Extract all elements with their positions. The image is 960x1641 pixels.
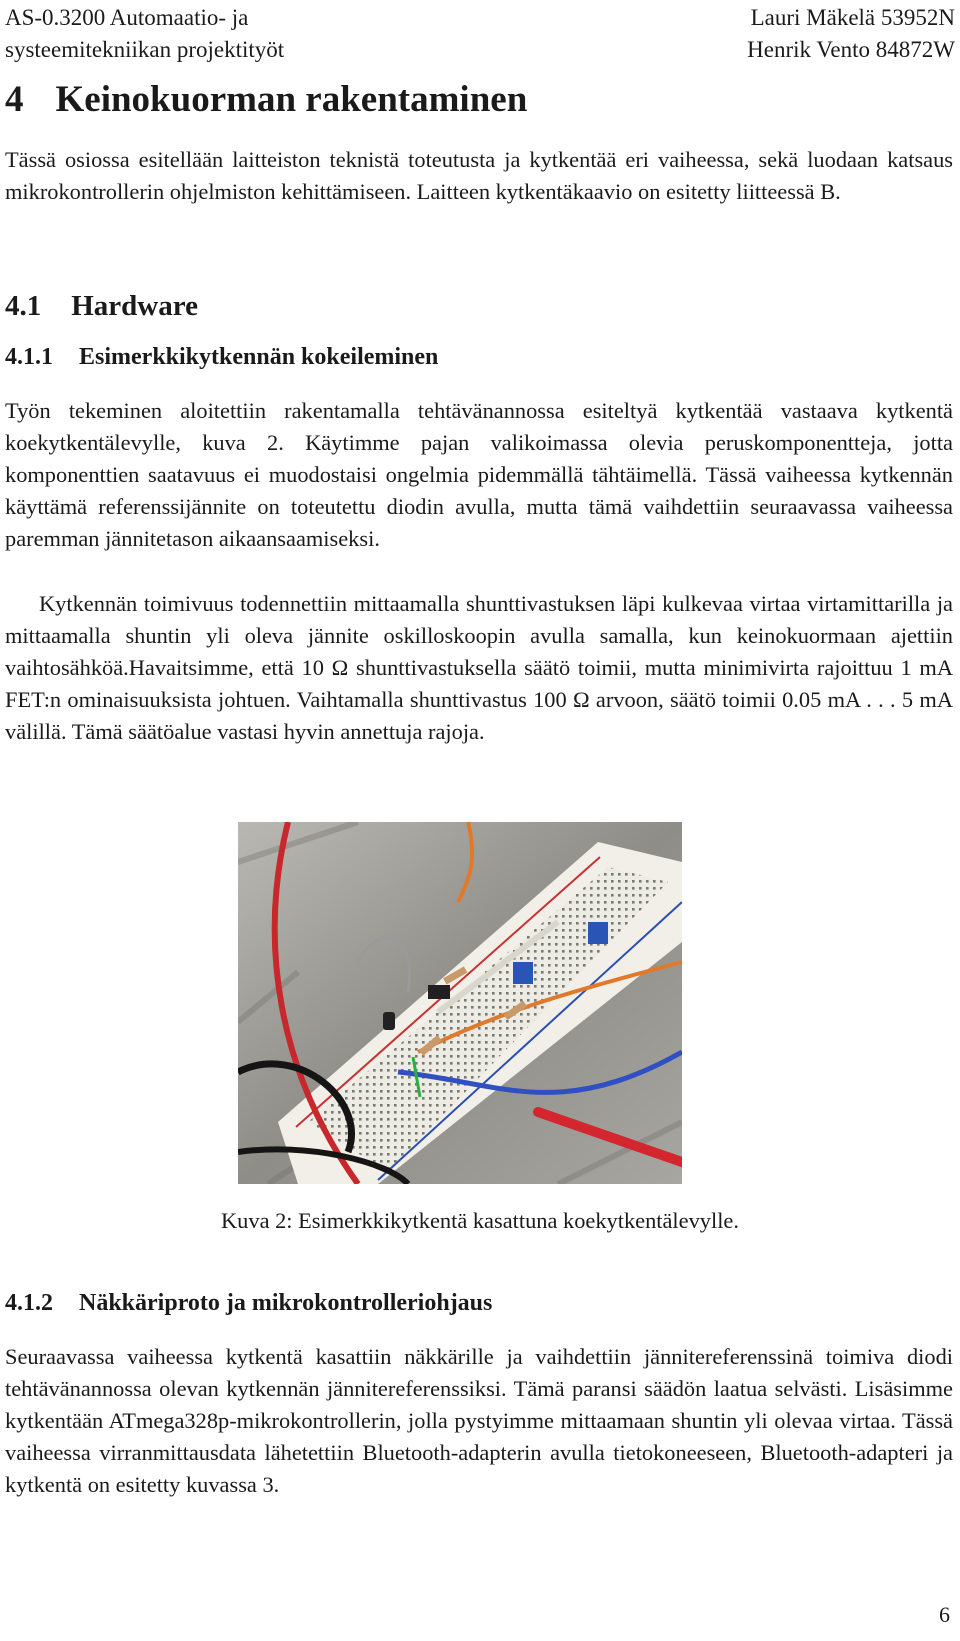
- page-number: 6: [939, 1602, 950, 1627]
- body-paragraph-1: Työn tekeminen aloitettiin rakentamalla tehtävänannossa esiteltyä kytkentää vastaava kytkentä koekytkentälevylle, kuva 2. Käytimme pajan valikoimassa olevia peruskomponentteja, jotta komponenttien saatavuus ei muodostaisi ongelmia pidemmällä tähtäimellä. Tässä vaiheessa kytkennän käyttämä referenssijännite on toteutettu diodin avulla, mutta tämä vaihdettiin seuraavassa vaiheessa paremman jännitetason aikaansaamiseksi.: [5, 398, 953, 551]
- running-header-authors: [747, 2, 955, 66]
- subsubsection-title-1: Esimerkkikytkennän kokeileminen: [79, 344, 439, 370]
- subsubsection-heading-2: [5, 1290, 492, 1317]
- subsubsection-number-1: 4.1.1: [5, 344, 53, 370]
- body-paragraph-3: Seuraavassa vaiheessa kytkentä kasattiin näkkärille ja vaihdettiin jännitereferenssinä toimiva diodi tehtävänannossa olevan kytkennän jännitereferenssiksi. Tämä paransi säädön laatua selvästi. Lisäsimme kytkentään ATmega328p-mikrokontrollerin, jolla pystyimme mittaamaan shuntin yli olevaa virtaa. Tässä vaiheessa virranmittausdata lähetettiin Bluetooth-adapterin avulla tietokoneeseen, Bluetooth-adapteri ja kytkentä on esitetty kuvassa 3.: [5, 1344, 953, 1497]
- breadboard-photo-illustration: [238, 822, 682, 1184]
- section-title: Keinokuorman rakentaminen: [55, 79, 528, 120]
- breadboard-photo: [238, 822, 682, 1184]
- subsubsection-title-2: Näkkäriproto ja mikrokontrolleriohjaus: [79, 1290, 493, 1316]
- section-heading: [5, 78, 527, 121]
- figure-caption: Kuva 2: Esimerkkikytkentä kasattuna koekytkentälevylle.: [221, 1208, 739, 1233]
- body-paragraph-2: Kytkennän toimivuus todennettiin mittaamalla shunttivastuksen läpi kulkevaa virtaa virtamittarilla ja mittaamalla shuntin yli oleva jännite oskilloskoopin avulla samalla, kun keinokuormaan ajettiin vaihtosähköä.Havaitsimme, että 10 Ω shunttivastuksella säätö toimii, mutta minimivirta rajoittuu 1 mA FET:n ominaisuuksista johtuen. Vaihtamalla shunttivastus 100 Ω arvoon, säätö toimii 0.05 mA . . . 5 mA välillä. Tämä säätöalue vastasi hyvin annettuja rajoja.: [5, 591, 953, 744]
- running-header-course: [5, 2, 284, 66]
- section-number: 4: [5, 79, 24, 120]
- subsection-title: Hardware: [71, 290, 198, 322]
- subsubsection-heading-1: [5, 344, 438, 371]
- subsection-number: 4.1: [5, 290, 42, 322]
- header-author2: Henrik Vento 84872W: [747, 37, 955, 62]
- header-author1: Lauri Mäkelä 53952N: [750, 5, 955, 30]
- subsection-heading: [5, 290, 198, 323]
- section-intro-paragraph: Tässä osiossa esitellään laitteiston teknistä toteutusta ja kytkentää eri vaiheessa, sekä luodaan katsaus mikrokontrollerin ohjelmiston kehittämiseen. Laitteen kytkentäkaavio on esitetty liitteessä B.: [5, 147, 953, 204]
- subsubsection-number-2: 4.1.2: [5, 1290, 53, 1316]
- header-course-line1: AS-0.3200 Automaatio- ja: [5, 5, 249, 30]
- header-course-line2: systeemitekniikan projektityöt: [5, 37, 285, 62]
